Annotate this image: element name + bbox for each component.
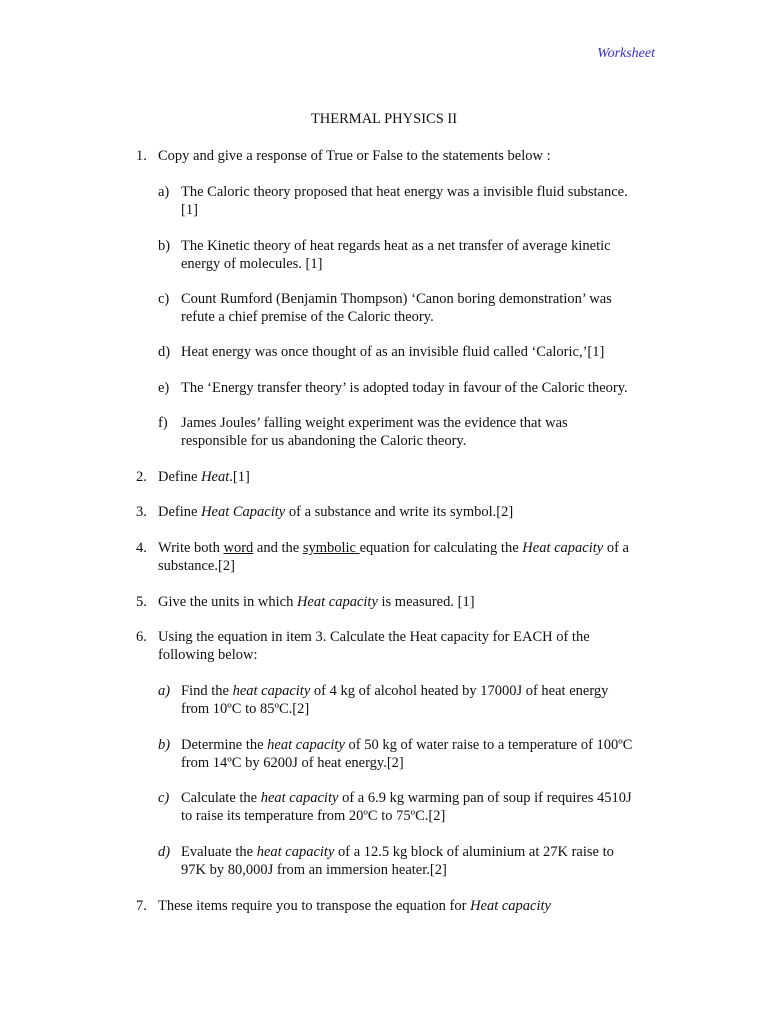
question-text-line1: Using the equation in item 3. Calculate the Heat capacity for EACH of the xyxy=(158,629,590,645)
item-label: f) xyxy=(158,415,168,431)
item-text-line2: from 10ºC to 85ºC.[2] xyxy=(181,701,310,717)
item-text-line1: Count Rumford (Benjamin Thompson) ‘Canon boring demonstration’ was xyxy=(181,291,612,307)
item-text-line1: Calculate the heat capacity of a 6.9 kg warming pan of soup if requires 4510J xyxy=(181,790,632,806)
item-label: e) xyxy=(158,380,170,396)
question-text: Define Heat Capacity of a substance and write its symbol.[2] xyxy=(158,504,514,520)
item-text-line2: energy of molecules. [1] xyxy=(181,256,323,272)
question-text-line2: substance.[2] xyxy=(158,558,235,574)
item-label: b) xyxy=(158,238,171,254)
item-text-line1: The ‘Energy transfer theory’ is adopted today in favour of the Caloric theory. xyxy=(181,380,628,396)
item-text-line1: Heat energy was once thought of as an invisible fluid called ‘Caloric,’[1] xyxy=(181,344,605,360)
item-label: d) xyxy=(158,344,171,360)
question-text-line1: Write both word and the symbolic equation for calculating the Heat capacity of a xyxy=(158,540,629,556)
item-text-line1: Determine the heat capacity of 50 kg of water raise to a temperature of 100ºC xyxy=(181,737,633,753)
item-text-line2: 97K by 80,000J from an immersion heater.[2] xyxy=(181,862,447,878)
item-label: c) xyxy=(158,790,170,806)
question-number: 1. xyxy=(136,148,147,164)
item-label: a) xyxy=(158,184,170,200)
item-text-line1: James Joules’ falling weight experiment was the evidence that was xyxy=(181,415,568,431)
worksheet-tag: Worksheet xyxy=(597,46,655,61)
item-text-line1: Find the heat capacity of 4 kg of alcohol heated by 17000J of heat energy xyxy=(181,683,609,699)
page-title: THERMAL PHYSICS II xyxy=(310,111,458,127)
question-text-line2: following below: xyxy=(158,647,258,663)
item-text-line1: The Kinetic theory of heat regards heat as a net transfer of average kinetic xyxy=(181,238,611,254)
item-label: c) xyxy=(158,291,170,307)
item-label: b) xyxy=(158,737,171,753)
question-text: These items require you to transpose the equation for Heat capacity xyxy=(158,898,551,914)
item-label: a) xyxy=(158,683,171,699)
question-number: 2. xyxy=(136,469,147,485)
question-number: 5. xyxy=(136,594,147,610)
item-text-line1: Evaluate the heat capacity of a 12.5 kg block of aluminium at 27K raise to xyxy=(181,844,614,860)
question-number: 6. xyxy=(136,629,147,645)
question-number: 7. xyxy=(136,898,147,914)
item-text-line2: responsible for us abandoning the Caloric theory. xyxy=(181,433,467,449)
question-text: Give the units in which Heat capacity is measured. [1] xyxy=(158,594,475,610)
item-text-line2: to raise its temperature from 20ºC to 75ºC.[2] xyxy=(181,808,446,824)
item-label: d) xyxy=(158,844,171,860)
item-text-line2: refute a chief premise of the Caloric theory. xyxy=(181,309,434,325)
item-text-line2: [1] xyxy=(181,202,198,218)
question-number: 4. xyxy=(136,540,147,556)
question-text: Define Heat.[1] xyxy=(158,469,250,485)
item-text-line2: from 14ºC by 6200J of heat energy.[2] xyxy=(181,755,404,771)
question-number: 3. xyxy=(136,504,147,520)
question-text: Copy and give a response of True or False to the statements below : xyxy=(158,148,551,164)
item-text-line1: The Caloric theory proposed that heat energy was a invisible fluid substance. xyxy=(181,184,628,200)
